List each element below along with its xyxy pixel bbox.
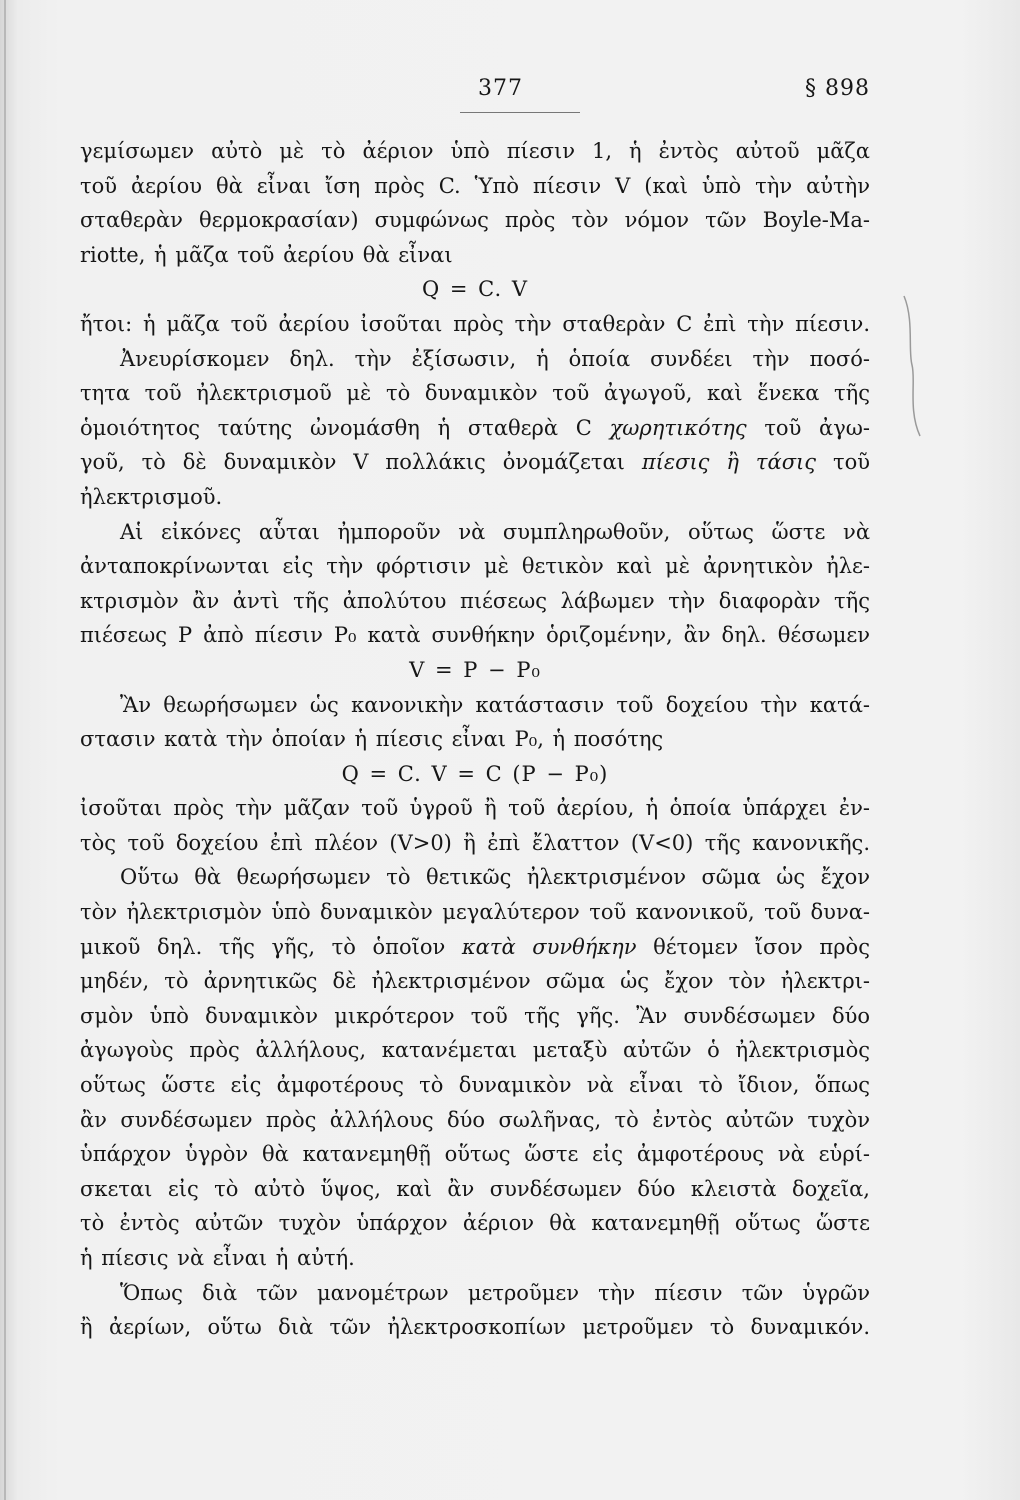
text-span: τοῦ ἀγω-	[764, 415, 870, 440]
formula-q-c-p-p0: Q = C. V = C (P − P₀)	[341, 761, 609, 786]
text-line: τὸ ἐντὸς αὐτῶν τυχὸν ὑπάρχον ἀέριον θὰ κατανεμηθῇ οὕτως ὥστε	[80, 1211, 870, 1236]
section-number: § 898	[805, 76, 870, 101]
text-line	[80, 411, 870, 446]
binding-edge	[4, 0, 6, 1500]
paragraph-start: Αἱ εἰκόνες αὗται ἠμποροῦν νὰ συμπληρωθοῦν, οὕτως ὥστε νὰ	[120, 519, 870, 544]
text-span: μικοῦ δηλ. τῆς γῆς, τὸ ὁποῖον	[80, 934, 446, 959]
margin-bracket-mark	[890, 290, 950, 440]
text-line: σμὸν ὑπὸ δυναμικὸν μικρότερον τοῦ τῆς γῆς. Ἂν συνδέσωμεν δύο	[80, 1003, 870, 1028]
text-line	[80, 930, 870, 965]
text-line: πιέσεως P ἀπὸ πίεσιν P₀ κατὰ συνθήκην ὁριζομένην, ἂν δηλ. θέσωμεν	[80, 623, 870, 648]
term-by-convention: κατὰ συνθήκην	[461, 934, 637, 959]
text-line: ἂν συνδέσωμεν πρὸς ἀλλήλους δύο σωλῆνας, τὸ ἐντὸς αὐτῶν τυχὸν	[80, 1107, 870, 1132]
running-head	[80, 76, 870, 116]
formula-v-p-p0: V = P − P₀	[409, 657, 541, 682]
paragraph-start: Ἂν θεωρήσωμεν ὡς κανονικὴν κατάστασιν τοῦ δοχείου τὴν κατά-	[120, 692, 870, 717]
text-line: ἀνταποκρίνωνται εἰς τὴν φόρτισιν μὲ θετικὸν καὶ μὲ ἀρνητικὸν ἠλε-	[80, 554, 870, 579]
text-span: γοῦ, τὸ δὲ δυναμικὸν V πολλάκις ὀνομάζεται	[80, 450, 625, 475]
body-text	[80, 134, 870, 1345]
page-number: 377	[478, 76, 523, 101]
text-line: τὸν ἠλεκτρισμὸν ὑπὸ δυναμικὸν μεγαλύτερον τοῦ κανονικοῦ, τοῦ δυνα-	[80, 900, 870, 925]
text-line: σκεται εἰς τὸ αὐτὸ ὕψος, καὶ ἂν συνδέσωμεν δύο κλειστὰ δοχεῖα,	[80, 1176, 870, 1201]
paragraph-start: Ὅπως διὰ τῶν μανομέτρων μετροῦμεν τὴν πίεσιν τῶν ὑγρῶν	[120, 1280, 870, 1305]
text-line	[80, 445, 870, 480]
text-span: τοῦ	[832, 450, 870, 475]
text-line: σταθερὰν θερμοκρασίαν) συμφώνως πρὸς τὸν νόμον τῶν Boyle-Ma-	[80, 208, 870, 233]
term-capacity: χωρητικότης	[609, 415, 747, 440]
text-line: τὸς τοῦ δοχείου ἐπὶ πλέον (V>0) ἢ ἐπὶ ἔλαττον (V<0) τῆς κανονικῆς.	[80, 830, 870, 855]
paragraph-start: Ἀνευρίσκομεν δηλ. τὴν ἐξίσωσιν, ἡ ὁποία συνδέει τὴν ποσό-	[120, 346, 870, 371]
text-line: γεμίσωμεν αὐτὸ μὲ τὸ ἀέριον ὑπὸ πίεσιν 1, ἡ ἐντὸς αὐτοῦ μᾶζα	[80, 139, 870, 163]
text-line: ἡ πίεσις νὰ εἶναι ἡ αὐτή.	[80, 1246, 355, 1270]
text-line: ἠλεκτρισμοῦ.	[80, 484, 223, 509]
text-span: ὁμοιότητος ταύτης ὠνομάσθη ἡ σταθερὰ C	[80, 415, 592, 440]
term-pressure-tension: πίεσις ἢ τάσις	[641, 450, 817, 475]
text-line: ἰσοῦται πρὸς τὴν μᾶζαν τοῦ ὑγροῦ ἢ τοῦ ἀερίου, ἡ ὁποία ὑπάρχει ἐν-	[80, 796, 870, 821]
text-line: τοῦ ἀερίου θὰ εἶναι ἴση πρὸς C. Ὑπὸ πίεσιν V (καὶ ὑπὸ τὴν αὐτὴν	[80, 173, 870, 198]
text-line: στασιν κατὰ τὴν ὁποίαν ἡ πίεσις εἶναι P₀, ἡ ποσότης	[80, 727, 664, 752]
text-line: riotte, ἡ μᾶζα τοῦ ἀερίου θὰ εἶναι	[80, 242, 453, 267]
text-line: ἀγωγοὺς πρὸς ἀλλήλους, κατανέμεται μεταξὺ αὐτῶν ὁ ἠλεκτρισμὸς	[80, 1038, 870, 1063]
formula-q-cv: Q = C. V	[422, 277, 528, 302]
text-line: ἢ ἀερίων, οὕτω διὰ τῶν ἠλεκτροσκοπίων μετροῦμεν τὸ δυναμικόν.	[80, 1315, 870, 1340]
text-line: μηδέν, τὸ ἀρνητικῶς δὲ ἠλεκτρισμένον σῶμα ὡς ἔχον τὸν ἠλεκτρι-	[80, 969, 870, 994]
paragraph-start: Οὕτω θὰ θεωρήσωμεν τὸ θετικῶς ἠλεκτρισμένον σῶμα ὡς ἔχον	[120, 865, 870, 890]
text-line: κτρισμὸν ἂν ἀντὶ τῆς ἀπολύτου πιέσεως λάβωμεν τὴν διαφορὰν τῆς	[80, 588, 870, 613]
text-span: θέτομεν ἴσον πρὸς	[653, 934, 870, 959]
page-number-rule	[460, 112, 580, 113]
text-line: ὑπάρχον ὑγρὸν θὰ κατανεμηθῇ οὕτως ὥστε εἰς ἀμφοτέρους νὰ εὑρί-	[80, 1142, 870, 1167]
text-line: ἤτοι: ἡ μᾶζα τοῦ ἀερίου ἰσοῦται πρὸς τὴν σταθερὰν C ἐπὶ τὴν πίεσιν.	[80, 311, 870, 336]
text-line: οὕτως ὥστε εἰς ἀμφοτέρους τὸ δυναμικὸν νὰ εἶναι τὸ ἴδιον, ὅπως	[80, 1073, 870, 1098]
text-line: τητα τοῦ ἠλεκτρισμοῦ μὲ τὸ δυναμικὸν τοῦ ἀγωγοῦ, καὶ ἕνεκα τῆς	[80, 381, 870, 406]
